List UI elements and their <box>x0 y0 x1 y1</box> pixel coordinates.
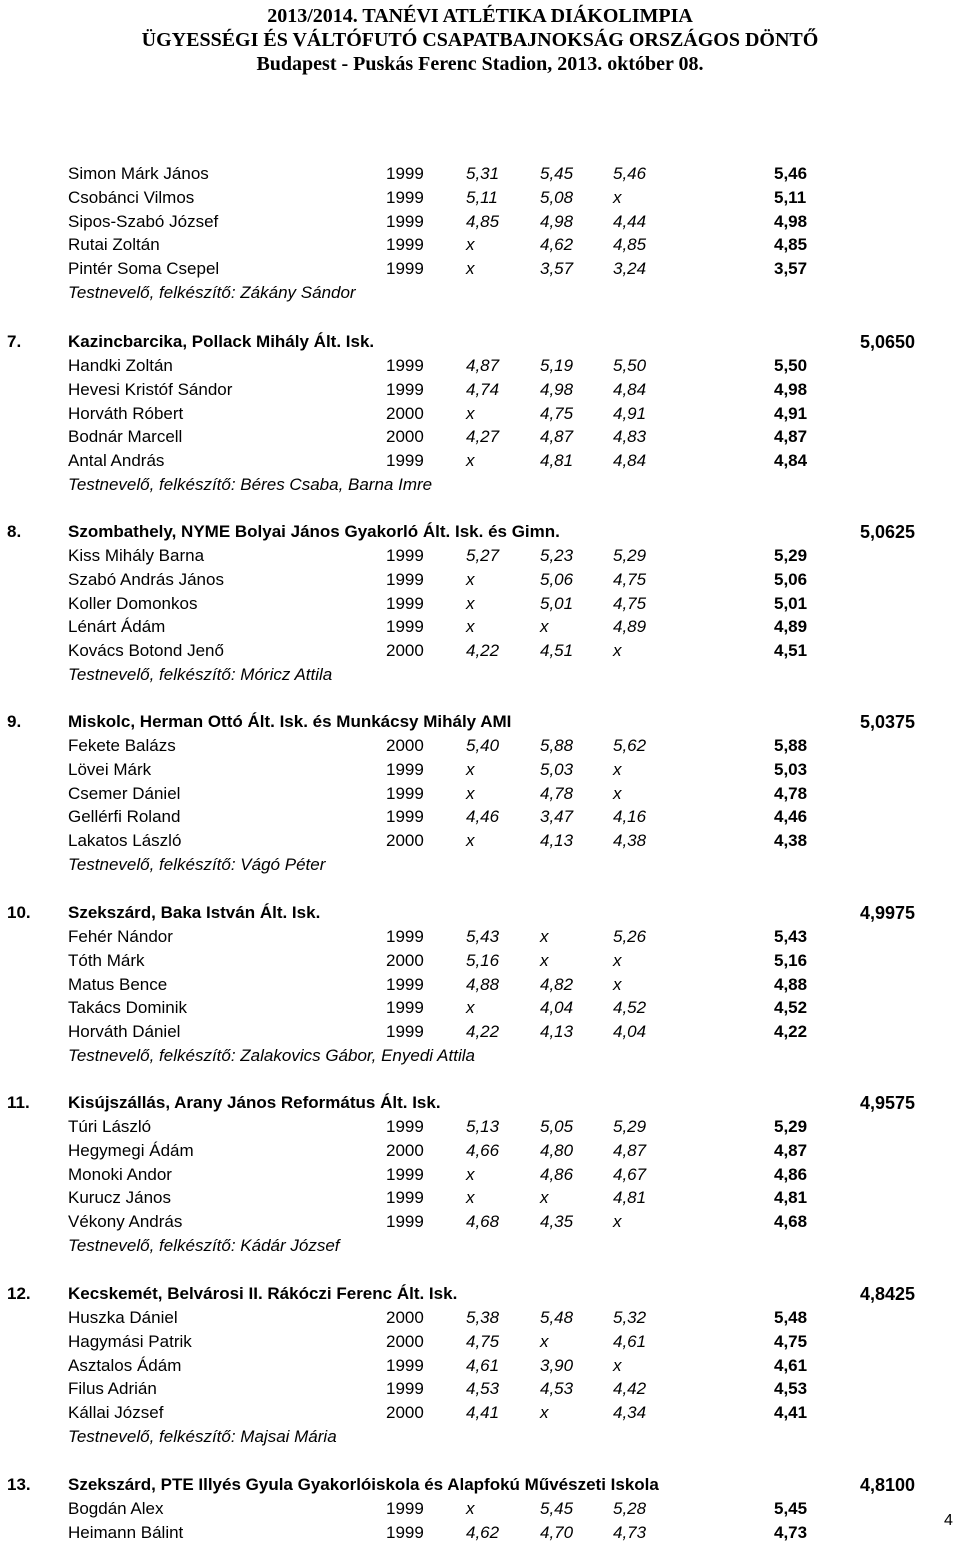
team-rank: 11. <box>7 1093 30 1112</box>
birth-year: 2000 <box>386 1403 424 1423</box>
coach-line: Testnevelő, felkészítő: Kádár József <box>68 1236 340 1255</box>
team-score: 4,9975 <box>860 903 916 923</box>
team-score: 4,8425 <box>860 1284 916 1304</box>
birth-year: 1999 <box>386 807 424 827</box>
attempt-1: x <box>466 1164 475 1184</box>
team-name: Kisújszállás, Arany János Református Ált. Isk. <box>68 1093 441 1112</box>
attempt-2: 4,62 <box>540 235 574 255</box>
best-result: 4,89 <box>774 617 808 637</box>
birth-year: 1999 <box>386 974 424 994</box>
birth-year: 1999 <box>386 1164 424 1184</box>
team-rank: 9. <box>7 712 22 731</box>
team-header <box>0 1282 960 1306</box>
attempt-3: 5,46 <box>613 164 647 183</box>
attempt-1: x <box>466 1188 475 1208</box>
attempt-1: 4,22 <box>466 1022 500 1042</box>
athlete-name: Lénárt Ádám <box>68 617 166 637</box>
best-result: 5,29 <box>774 546 808 565</box>
birth-year: 1999 <box>386 259 424 279</box>
attempt-2: 4,86 <box>540 1164 574 1184</box>
birth-year: 1999 <box>386 927 424 946</box>
team-rank: 13. <box>7 1475 31 1494</box>
attempt-1: x <box>466 759 475 779</box>
attempt-1: 4,85 <box>466 211 500 231</box>
attempt-3: x <box>613 641 622 661</box>
athlete-name: Pintér Soma Csepel <box>68 259 220 279</box>
birth-year: 1999 <box>386 759 424 779</box>
attempt-3: 4,42 <box>613 1379 647 1399</box>
attempt-1: 4,74 <box>466 379 500 399</box>
athlete-name: Hegymegi Ádám <box>68 1140 194 1160</box>
athlete-name: Csobánci Vilmos <box>68 187 195 207</box>
attempt-2: 4,75 <box>540 403 574 423</box>
header-venue: Budapest - Puskás Ferenc Stadion, 2013. október 08. <box>256 53 704 75</box>
athlete-name: Kállai József <box>68 1403 164 1423</box>
attempt-2: 4,13 <box>540 1022 574 1042</box>
team-name: Miskolc, Herman Ottó Ált. Isk. és Munkácsy Mihály AMI <box>68 712 512 731</box>
athlete-row <box>0 378 960 402</box>
birth-year: 1999 <box>386 593 424 613</box>
attempt-2: 5,06 <box>540 569 574 589</box>
athlete-name: Simon Márk János <box>68 164 209 183</box>
birth-year: 1999 <box>386 1522 424 1542</box>
athlete-name: Heimann Bálint <box>68 1522 184 1542</box>
athlete-name: Handki Zoltán <box>68 356 173 375</box>
team-rank: 8. <box>7 522 22 541</box>
athlete-name: Lakatos László <box>68 831 182 851</box>
athlete-name: Koller Domonkos <box>68 593 198 613</box>
attempt-1: 5,40 <box>466 736 500 755</box>
attempt-2: 4,53 <box>540 1379 574 1399</box>
best-result: 4,52 <box>774 998 808 1018</box>
athlete-name: Takács Dominik <box>68 998 188 1018</box>
athlete-row <box>0 354 960 378</box>
athlete-row <box>0 829 960 853</box>
attempt-1: 5,27 <box>466 546 500 565</box>
attempt-1: x <box>466 1499 475 1518</box>
birth-year: 1999 <box>386 164 424 183</box>
athlete-name: Bogdán Alex <box>68 1499 164 1518</box>
best-result: 5,01 <box>774 593 808 613</box>
athlete-row <box>0 639 960 663</box>
attempt-1: x <box>466 259 475 279</box>
attempt-1: 4,27 <box>466 427 500 447</box>
attempt-1: 4,62 <box>466 1522 500 1542</box>
attempt-3: x <box>613 1212 622 1232</box>
attempt-2: 4,87 <box>540 427 574 447</box>
attempt-3: 4,73 <box>613 1522 647 1542</box>
attempt-3: 5,29 <box>613 546 647 565</box>
coach-line: Testnevelő, felkészítő: Zalakovics Gábor, Enyedi Attila <box>68 1046 475 1065</box>
athlete-row <box>0 805 960 829</box>
attempt-2: 5,03 <box>540 759 574 779</box>
attempt-2: 4,13 <box>540 831 574 851</box>
attempt-3: 4,84 <box>613 379 647 399</box>
best-result: 5,11 <box>774 187 807 207</box>
attempt-2: x <box>540 1403 549 1423</box>
attempt-1: 4,22 <box>466 641 500 661</box>
best-result: 5,03 <box>774 759 808 779</box>
attempt-3: 4,81 <box>613 1188 647 1208</box>
athlete-row <box>0 402 960 426</box>
attempt-1: 5,31 <box>466 164 500 183</box>
team-name: Kazincbarcika, Pollack Mihály Ált. Isk. <box>68 332 375 351</box>
athlete-name: Kurucz János <box>68 1188 171 1208</box>
attempt-2: x <box>540 1188 549 1208</box>
team-score: 4,9575 <box>860 1093 916 1113</box>
birth-year: 1999 <box>386 1117 424 1136</box>
athlete-row <box>0 162 960 186</box>
attempt-2: x <box>540 617 549 637</box>
attempt-1: 4,75 <box>466 1331 500 1351</box>
attempt-3: 4,84 <box>613 451 647 471</box>
attempt-2: 4,80 <box>540 1140 574 1160</box>
athlete-row <box>0 973 960 997</box>
team-header <box>0 1091 960 1115</box>
athlete-name: Kiss Mihály Barna <box>68 546 205 565</box>
team-rank: 7. <box>7 332 22 351</box>
best-result: 4,84 <box>774 451 808 471</box>
team-score: 4,8100 <box>860 1475 916 1495</box>
attempt-2: 4,04 <box>540 998 574 1018</box>
attempt-1: x <box>466 403 475 423</box>
attempt-2: 4,35 <box>540 1212 574 1232</box>
attempt-1: 4,53 <box>466 1379 500 1399</box>
best-result: 4,87 <box>774 427 808 447</box>
athlete-name: Monoki Andor <box>68 1164 172 1184</box>
attempt-1: 4,46 <box>466 807 500 827</box>
athlete-row <box>0 449 960 473</box>
athlete-row <box>0 592 960 616</box>
attempt-2: x <box>540 927 549 946</box>
athlete-row <box>0 1401 960 1425</box>
team-name: Szombathely, NYME Bolyai János Gyakorló Ált. Isk. és Gimn. <box>68 522 560 541</box>
attempt-3: 4,67 <box>613 1164 647 1184</box>
attempt-3: x <box>613 759 622 779</box>
attempt-1: x <box>466 998 475 1018</box>
best-result: 4,22 <box>774 1022 808 1042</box>
attempt-1: x <box>466 235 475 255</box>
athlete-name: Szabó András János <box>68 569 224 589</box>
athlete-name: Gellérfi Roland <box>68 807 181 827</box>
athlete-name: Lövei Márk <box>68 759 152 779</box>
athlete-name: Sipos-Szabó József <box>68 211 219 231</box>
attempt-2: 3,90 <box>540 1355 574 1375</box>
attempt-3: 4,61 <box>613 1331 647 1351</box>
best-result: 5,48 <box>774 1308 808 1327</box>
best-result: 4,86 <box>774 1164 808 1184</box>
attempt-3: 4,91 <box>613 403 647 423</box>
attempt-3: 4,75 <box>613 569 647 589</box>
best-result: 4,88 <box>774 974 808 994</box>
header-subtitle: ÜGYESSÉGI ÉS VÁLTÓFUTÓ CSAPATBAJNOKSÁG ORSZÁGOS DÖNTŐ <box>141 29 819 51</box>
athlete-name: Filus Adrián <box>68 1379 157 1399</box>
attempt-2: 5,45 <box>540 1499 574 1518</box>
coach-line: Testnevelő, felkészítő: Vágó Péter <box>68 855 326 874</box>
attempt-3: 5,32 <box>613 1308 647 1327</box>
team-score: 5,0625 <box>860 522 916 542</box>
attempt-3: 4,44 <box>613 211 647 231</box>
athlete-name: Vékony András <box>68 1212 183 1232</box>
team-name: Kecskemét, Belvárosi II. Rákóczi Ferenc Ált. Isk. <box>68 1284 458 1303</box>
attempt-3: 3,24 <box>613 259 647 279</box>
athlete-name: Csemer Dániel <box>68 783 181 803</box>
birth-year: 1999 <box>386 187 424 207</box>
attempt-1: 5,13 <box>466 1117 500 1136</box>
athlete-row <box>0 949 960 973</box>
athlete-row <box>0 425 960 449</box>
athlete-name: Fekete Balázs <box>68 736 176 755</box>
athlete-name: Fehér Nándor <box>68 927 173 946</box>
attempt-2: 5,05 <box>540 1117 574 1136</box>
attempt-3: 4,87 <box>613 1140 647 1160</box>
birth-year: 1999 <box>386 1499 424 1518</box>
best-result: 4,46 <box>774 807 808 827</box>
athlete-name: Hevesi Kristóf Sándor <box>68 379 233 399</box>
page-number: 4 <box>944 1512 953 1529</box>
best-result: 5,16 <box>774 950 808 970</box>
team-header <box>0 710 960 734</box>
attempt-1: 5,11 <box>466 187 498 207</box>
header-title: 2013/2014. TANÉVI ATLÉTIKA DIÁKOLIMPIA <box>267 5 693 27</box>
birth-year: 1999 <box>386 211 424 231</box>
birth-year: 2000 <box>386 1308 424 1327</box>
best-result: 4,98 <box>774 379 808 399</box>
birth-year: 1999 <box>386 783 424 803</box>
attempt-2: 5,19 <box>540 356 574 375</box>
attempt-3: x <box>613 974 622 994</box>
best-result: 4,38 <box>774 831 808 851</box>
athlete-row <box>0 1020 960 1044</box>
team-rank: 10. <box>7 903 31 922</box>
athlete-name: Kovács Botond Jenő <box>68 641 224 661</box>
athlete-row <box>0 1186 960 1210</box>
attempt-1: x <box>466 569 475 589</box>
athlete-row <box>0 1354 960 1378</box>
attempt-3: 4,52 <box>613 998 647 1018</box>
athlete-row <box>0 210 960 234</box>
athlete-row <box>0 1210 960 1234</box>
best-result: 4,51 <box>774 641 808 661</box>
athlete-row <box>0 615 960 639</box>
attempt-1: 4,87 <box>466 356 500 375</box>
attempt-3: 5,26 <box>613 927 647 946</box>
coach-line: Testnevelő, felkészítő: Zákány Sándor <box>68 283 356 302</box>
best-result: 5,46 <box>774 164 808 183</box>
birth-year: 1999 <box>386 1355 424 1375</box>
athlete-row <box>0 186 960 210</box>
best-result: 4,98 <box>774 211 808 231</box>
birth-year: 1999 <box>386 617 424 637</box>
attempt-2: 5,23 <box>540 546 574 565</box>
attempt-2: 5,01 <box>540 593 574 613</box>
best-result: 4,75 <box>774 1331 808 1351</box>
athlete-row <box>0 758 960 782</box>
athlete-row <box>0 1163 960 1187</box>
attempt-1: 4,88 <box>466 974 500 994</box>
attempt-2: 4,98 <box>540 211 574 231</box>
attempt-2: 4,82 <box>540 974 574 994</box>
athlete-row <box>0 1115 960 1139</box>
attempt-1: 4,41 <box>466 1403 500 1423</box>
athlete-name: Horváth Róbert <box>68 403 184 423</box>
birth-year: 1999 <box>386 998 424 1018</box>
attempt-2: 5,08 <box>540 187 574 207</box>
attempt-1: 5,16 <box>466 950 500 970</box>
best-result: 4,91 <box>774 403 808 423</box>
best-result: 5,88 <box>774 736 808 755</box>
team-name: Szekszárd, PTE Illyés Gyula Gyakorlóiskola és Alapfokú Művészeti Iskola <box>68 1475 659 1494</box>
athlete-row <box>0 996 960 1020</box>
coach-line: Testnevelő, felkészítő: Béres Csaba, Barna Imre <box>68 475 433 494</box>
athlete-row <box>0 782 960 806</box>
athlete-row <box>0 925 960 949</box>
attempt-3: 4,85 <box>613 235 647 255</box>
best-result: 4,85 <box>774 235 808 255</box>
attempt-2: x <box>540 950 549 970</box>
best-result: 4,68 <box>774 1212 808 1232</box>
attempt-3: x <box>613 950 622 970</box>
team-score: 5,0650 <box>860 332 916 352</box>
best-result: 3,57 <box>774 259 808 279</box>
attempt-1: 5,43 <box>466 927 500 946</box>
birth-year: 1999 <box>386 1212 424 1232</box>
athlete-name: Hagymási Patrik <box>68 1331 192 1351</box>
attempt-1: x <box>466 617 475 637</box>
athlete-row <box>0 1377 960 1401</box>
attempt-2: 3,57 <box>540 259 574 279</box>
birth-year: 2000 <box>386 427 424 447</box>
best-result: 4,73 <box>774 1522 808 1542</box>
attempt-1: 4,61 <box>466 1355 500 1375</box>
team-rank: 12. <box>7 1284 31 1303</box>
athlete-row <box>0 544 960 568</box>
attempt-2: x <box>540 1331 549 1351</box>
best-result: 4,78 <box>774 783 808 803</box>
attempt-3: 5,28 <box>613 1499 647 1518</box>
attempt-1: x <box>466 593 475 613</box>
coach-line: Testnevelő, felkészítő: Majsai Mária <box>68 1427 337 1446</box>
attempt-2: 4,70 <box>540 1522 574 1542</box>
athlete-row <box>0 1330 960 1354</box>
best-result: 4,53 <box>774 1379 808 1399</box>
best-result: 4,87 <box>774 1140 808 1160</box>
team-header <box>0 901 960 925</box>
athlete-name: Horváth Dániel <box>68 1022 181 1042</box>
birth-year: 2000 <box>386 403 424 423</box>
athlete-row <box>0 233 960 257</box>
attempt-3: x <box>613 783 622 803</box>
document-header <box>0 4 960 76</box>
attempt-2: 3,47 <box>540 807 574 827</box>
birth-year: 2000 <box>386 1140 424 1160</box>
athlete-name: Huszka Dániel <box>68 1308 178 1327</box>
attempt-1: 4,66 <box>466 1140 500 1160</box>
birth-year: 1999 <box>386 235 424 255</box>
athlete-name: Túri László <box>68 1117 152 1136</box>
birth-year: 1999 <box>386 379 424 399</box>
best-result: 4,81 <box>774 1188 808 1208</box>
team-header <box>0 520 960 544</box>
attempt-2: 4,98 <box>540 379 574 399</box>
best-result: 5,29 <box>774 1117 808 1136</box>
attempt-2: 4,51 <box>540 641 574 661</box>
attempt-3: 4,89 <box>613 617 647 637</box>
attempt-3: x <box>613 187 622 207</box>
birth-year: 2000 <box>386 831 424 851</box>
best-result: 4,41 <box>774 1403 808 1423</box>
birth-year: 2000 <box>386 1331 424 1351</box>
birth-year: 1999 <box>386 1188 424 1208</box>
attempt-3: 5,29 <box>613 1117 647 1136</box>
attempt-2: 5,88 <box>540 736 574 755</box>
athlete-name: Matus Bence <box>68 974 168 994</box>
birth-year: 1999 <box>386 546 424 565</box>
attempt-3: 5,50 <box>613 356 647 375</box>
birth-year: 1999 <box>386 356 424 375</box>
attempt-3: x <box>613 1355 622 1375</box>
attempt-2: 5,48 <box>540 1308 574 1327</box>
birth-year: 2000 <box>386 950 424 970</box>
team-score: 5,0375 <box>860 712 916 732</box>
attempt-3: 4,16 <box>613 807 647 827</box>
attempt-1: x <box>466 451 475 471</box>
athlete-row <box>0 568 960 592</box>
attempt-1: 5,38 <box>466 1308 500 1327</box>
athlete-name: Asztalos Ádám <box>68 1355 182 1375</box>
attempt-2: 4,81 <box>540 451 574 471</box>
attempt-3: 4,38 <box>613 831 647 851</box>
athlete-row <box>0 257 960 281</box>
birth-year: 2000 <box>386 641 424 661</box>
attempt-3: 4,75 <box>613 593 647 613</box>
athlete-name: Antal András <box>68 451 165 471</box>
birth-year: 1999 <box>386 569 424 589</box>
best-result: 5,50 <box>774 356 808 375</box>
best-result: 4,61 <box>774 1355 808 1375</box>
birth-year: 2000 <box>386 736 424 755</box>
coach-line: Testnevelő, felkészítő: Móricz Attila <box>68 665 333 684</box>
attempt-3: 4,83 <box>613 427 647 447</box>
attempt-3: 4,34 <box>613 1403 647 1423</box>
team-header <box>0 1473 960 1497</box>
attempt-3: 4,04 <box>613 1022 647 1042</box>
team-header <box>0 330 960 354</box>
best-result: 5,45 <box>774 1499 808 1518</box>
attempt-2: 5,45 <box>540 164 574 183</box>
team-name: Szekszárd, Baka István Ált. Isk. <box>68 903 321 922</box>
athlete-name: Bodnár Marcell <box>68 427 183 447</box>
birth-year: 1999 <box>386 1022 424 1042</box>
athlete-row <box>0 1497 960 1521</box>
attempt-1: 4,68 <box>466 1212 500 1232</box>
athlete-name: Rutai Zoltán <box>68 235 160 255</box>
athlete-row <box>0 1521 960 1545</box>
athlete-name: Tóth Márk <box>68 950 145 970</box>
attempt-1: x <box>466 831 475 851</box>
attempt-1: x <box>466 783 475 803</box>
best-result: 5,06 <box>774 569 808 589</box>
athlete-row <box>0 1306 960 1330</box>
birth-year: 1999 <box>386 451 424 471</box>
athlete-row <box>0 1139 960 1163</box>
attempt-3: 5,62 <box>613 736 647 755</box>
best-result: 5,43 <box>774 927 808 946</box>
athlete-row <box>0 734 960 758</box>
birth-year: 1999 <box>386 1379 424 1399</box>
attempt-2: 4,78 <box>540 783 574 803</box>
